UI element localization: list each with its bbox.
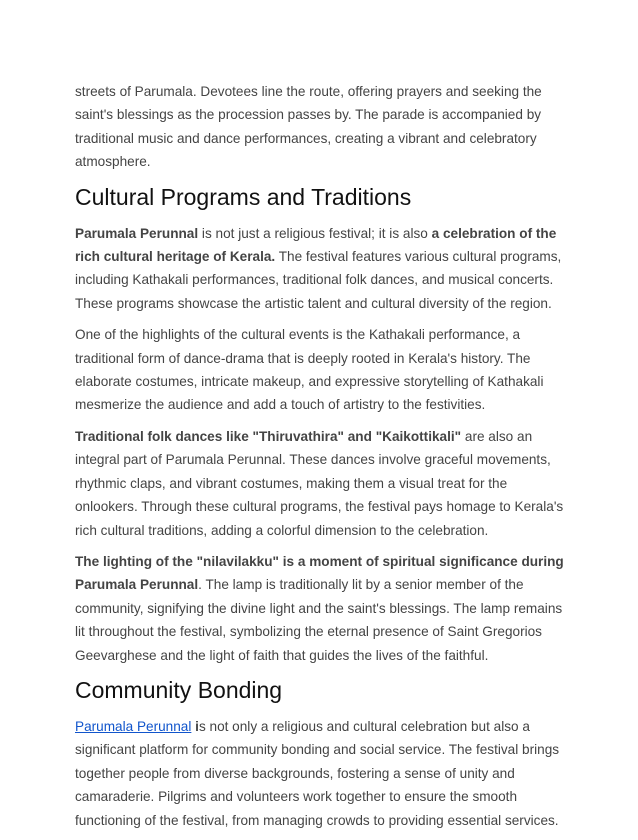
cultural-paragraph-2: One of the highlights of the cultural events is the Kathakali performance, a traditional form of dance-drama that is deeply rooted in Kerala's history. The elaborate costumes, intricate makeup, and expressive storytelling of Kathakali mesmerize the audience and add a touch of artistry to the festivities. xyxy=(75,327,544,413)
cultural-paragraph-1 xyxy=(75,222,567,316)
intro-paragraph: streets of Parumala. Devotees line the route, offering prayers and seeking the saint's blessings as the procession passes by. The parade is accompanied by traditional music and dance performances, creating a vibrant and celebratory atmosphere. xyxy=(75,84,542,170)
bold-folk-dances: Traditional folk dances like "Thiruvathira" and "Kaikottikali" xyxy=(75,428,462,444)
cultural-paragraph-4 xyxy=(75,550,567,667)
text-span: are also an integral part of Parumala Perunnal. These dances involve graceful movements, rhythmic claps, and vibrant costumes, making them a visual treat for the onlookers. Through these cultural programs, the festival pays homage to Kerala's rich cultural traditions, adding a colorful dimension to the celebration. xyxy=(75,428,564,538)
bold-i: i xyxy=(191,718,199,734)
heading-cultural-programs: Cultural Programs and Traditions xyxy=(75,183,412,210)
text-span: is not just a religious festival; it is also xyxy=(198,225,432,241)
heading-community-bonding: Community Bonding xyxy=(75,676,283,703)
bold-cultural-heritage: a celebration of the rich cultural heritage of Kerala. xyxy=(75,225,557,265)
cultural-paragraph-3 xyxy=(75,425,567,542)
bold-nilavilakku: The lighting of the "nilavilakku" is a moment of spiritual significance during Parumala Perunnal xyxy=(75,553,564,593)
text-span: . The lamp is traditionally lit by a senior member of the community, signifying the divine light and the saint's blessings. The lamp remains lit throughout the festival, symbolizing the eternal presence of Saint Gregorios Geevarghese and the light of faith that guides the lives of the faithful. xyxy=(75,577,563,663)
community-paragraph-1 xyxy=(75,715,567,832)
text-span: The festival features various cultural programs, including Kathakali performances, traditional folk dances, and musical concerts. These programs showcase the artistic talent and cultural diversity of the region. xyxy=(75,249,562,311)
bold-parumala-perunnal: Parumala Perunnal xyxy=(75,225,199,241)
document-page xyxy=(75,80,567,840)
text-span: s not only a religious and cultural celebration but also a significant platform for community bonding and social service. The festival brings together people from diverse backgrounds, fostering a sense of unity and camaraderie. Pilgrims and volunteers work together to ensure the smooth functioning of the festival, from managing crowds to providing essential services. xyxy=(75,718,560,828)
parumala-perunnal-link[interactable]: Parumala Perunnal xyxy=(75,718,192,734)
